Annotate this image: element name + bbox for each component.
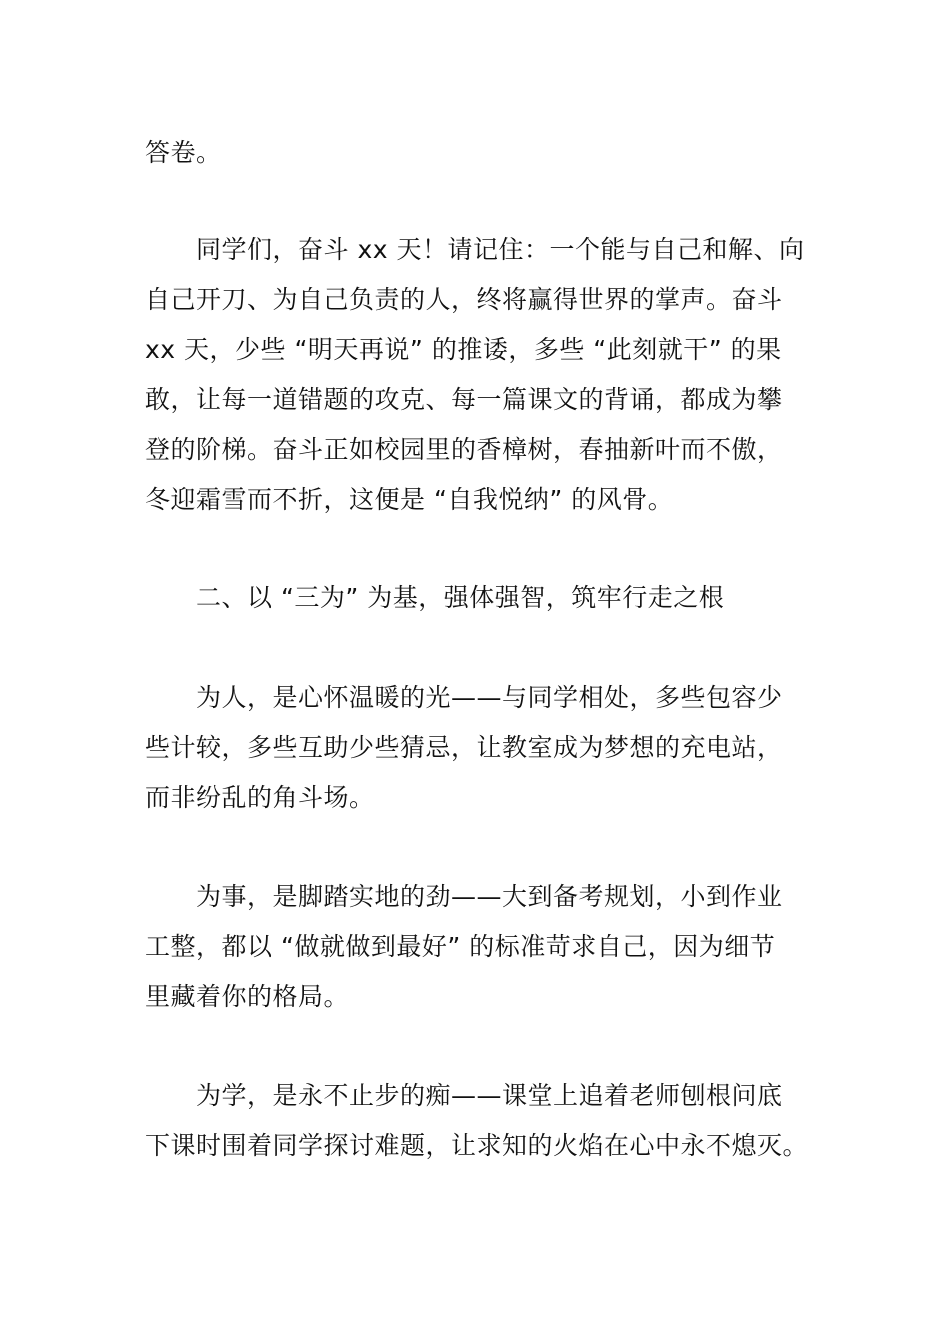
text-line: 为学，是永不止步的痴——课堂上追着老师刨根问底 (196, 1081, 783, 1110)
text-line: 而非纷乱的角斗场。 (145, 783, 375, 812)
text-line: 冬迎霜雪而不折，这便是 “自我悦纳” 的风骨。 (145, 485, 674, 514)
text-line: 些计较，多些互助少些猜忌，让教室成为梦想的充电站， (145, 733, 783, 762)
text-line: 自己开刀、为自己负责的人，终将赢得世界的掌声。奋斗 (145, 285, 783, 314)
text-line: xx 天，少些 “明天再说” 的推诿，多些 “此刻就干” 的果 (145, 335, 782, 364)
text-line: 下课时围着同学探讨难题，让求知的火焰在心中永不熄灭。 (145, 1131, 809, 1160)
text-line: 敢，让每一道错题的攻克、每一篇课文的背诵，都成为攀 (145, 385, 783, 414)
text-line: 答卷。 (145, 138, 222, 167)
text-line: 登的阶梯。奋斗正如校园里的香樟树，春抽新叶而不傲， (145, 435, 783, 464)
section-heading: 二、以 “三为” 为基，强体强智，筑牢行走之根 (196, 583, 725, 612)
text-line: 为事，是脚踏实地的劲——大到备考规划，小到作业 (196, 882, 783, 911)
text-line: 里藏着你的格局。 (145, 982, 350, 1011)
text-line: 工整，都以 “做就做到最好” 的标准苛求自己，因为细节 (145, 932, 776, 961)
text-line: 同学们，奋斗 xx 天！请记住：一个能与自己和解、向 (196, 235, 805, 264)
text-line: 为人，是心怀温暖的光——与同学相处，多些包容少 (196, 683, 783, 712)
